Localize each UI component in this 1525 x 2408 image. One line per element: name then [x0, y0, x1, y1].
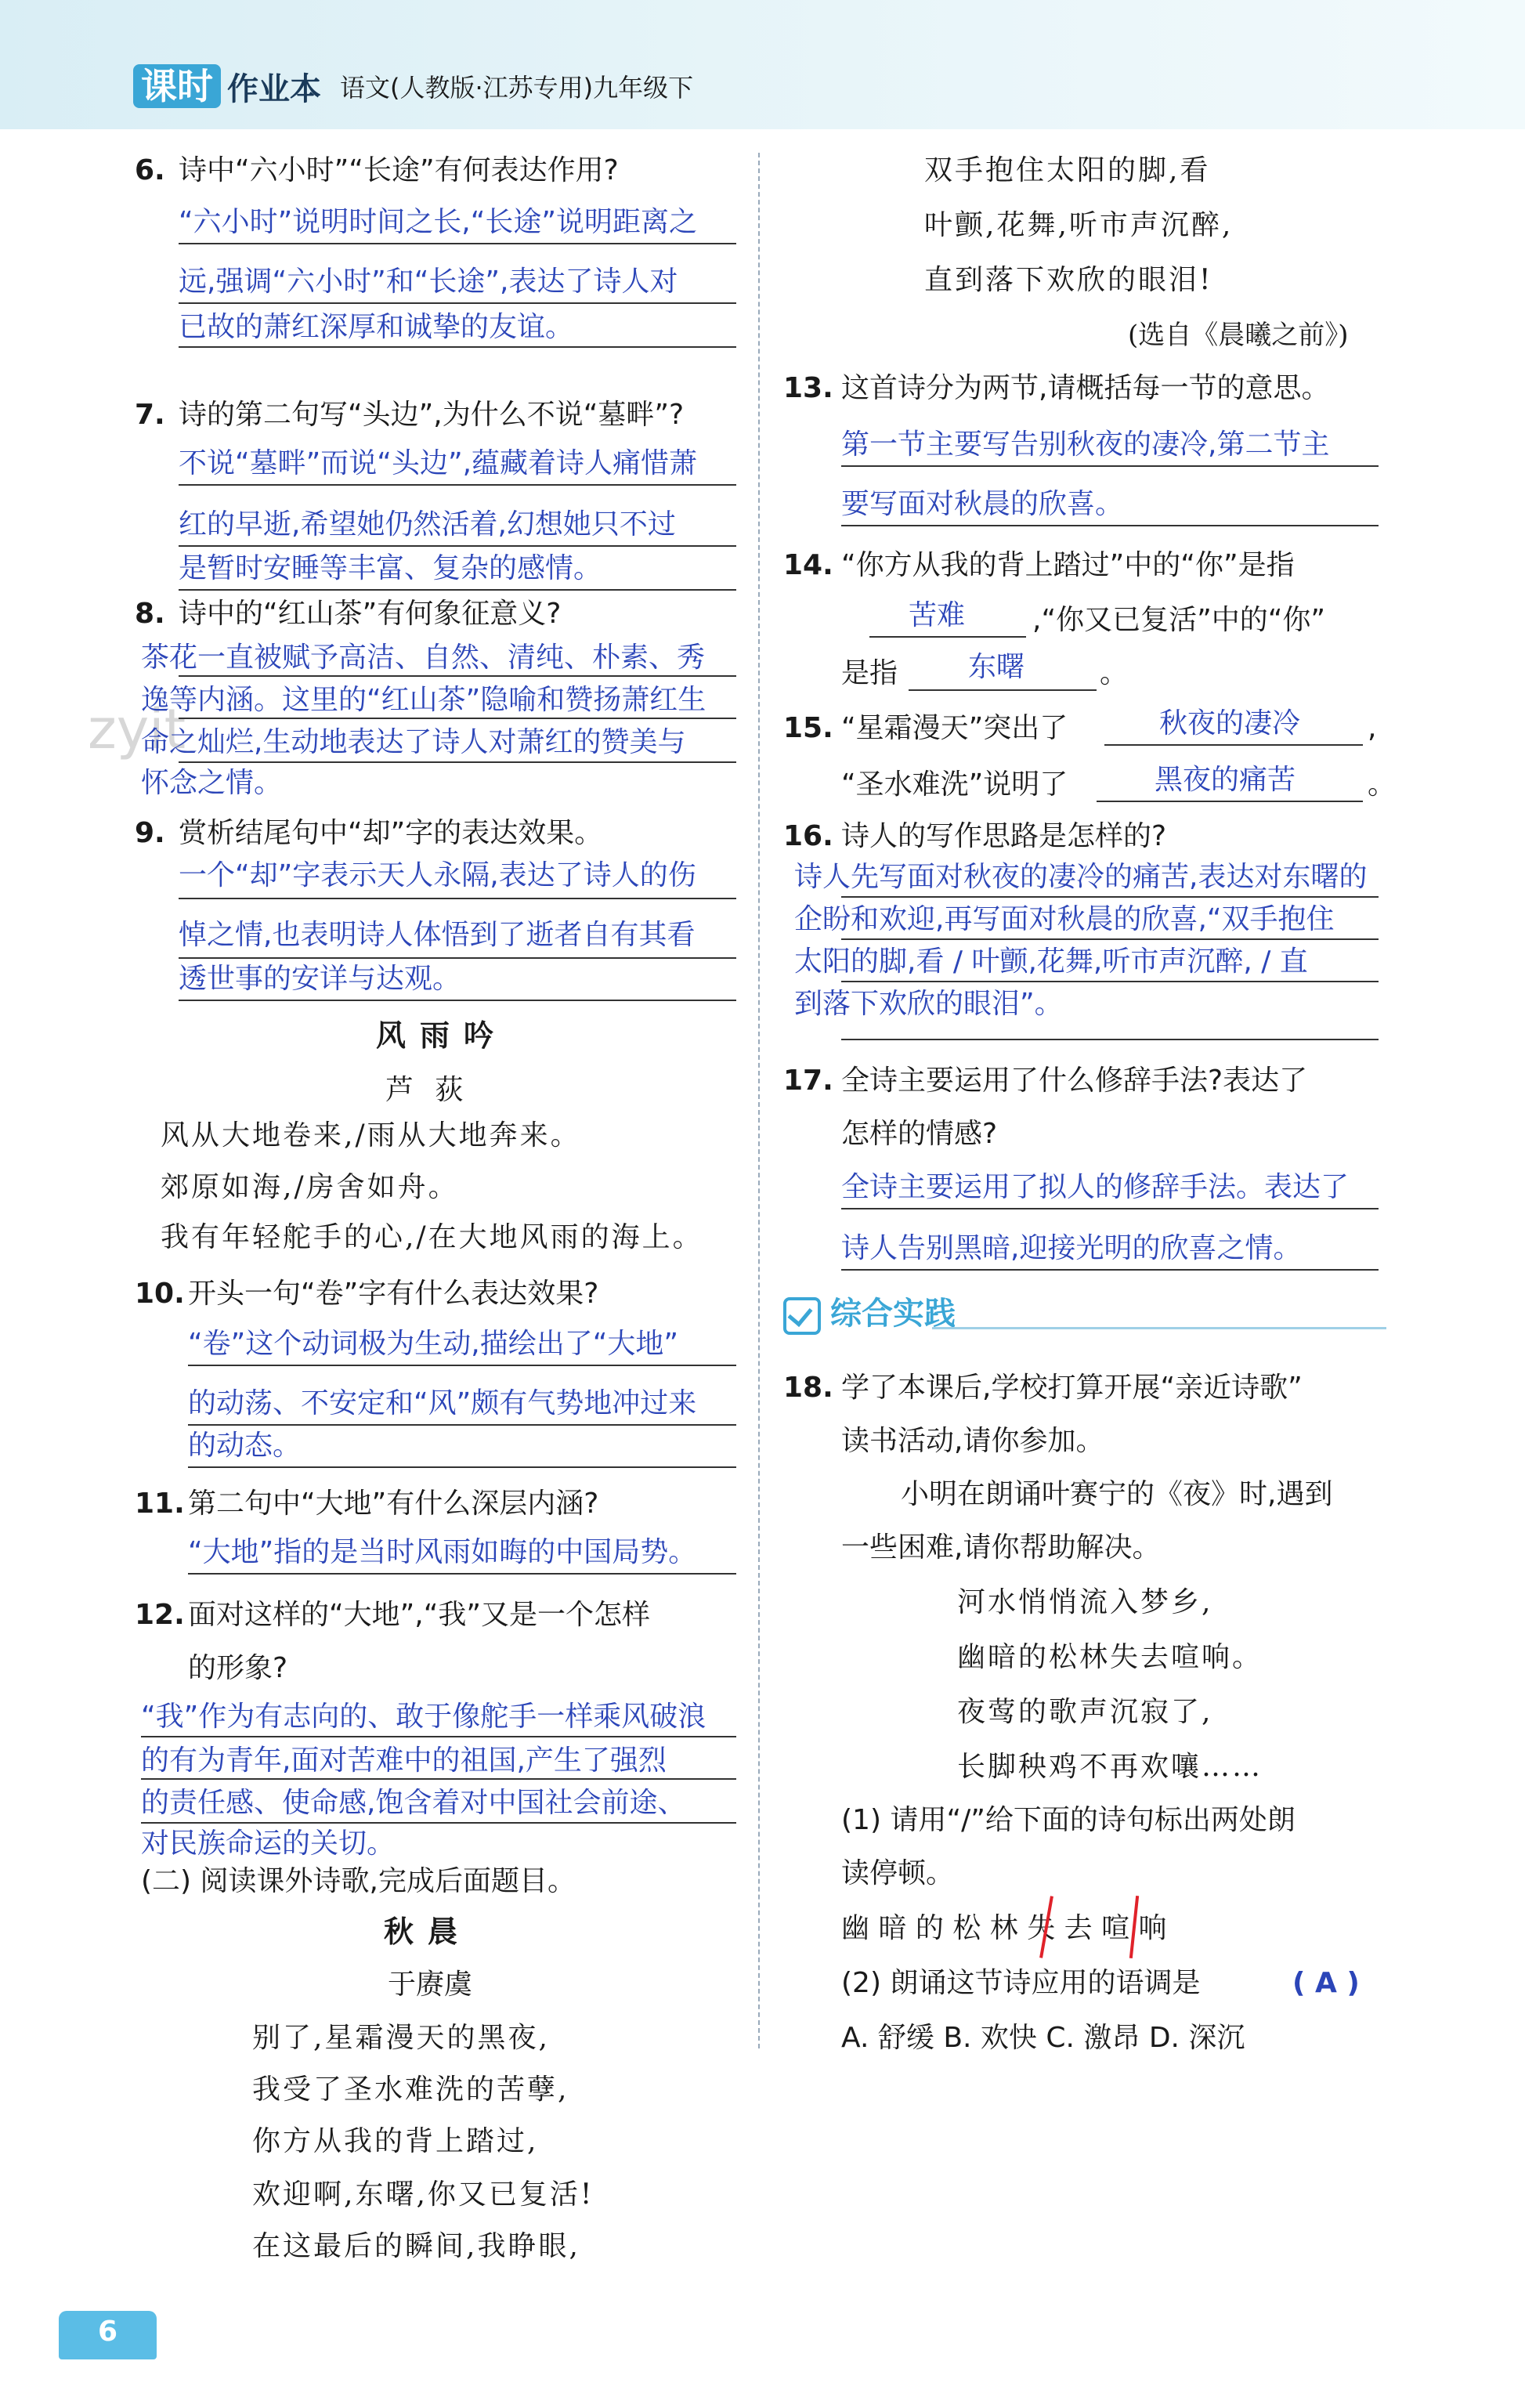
q13-answer-line: 要写面对秋晨的欣喜。	[841, 488, 1124, 520]
q12-answer-line: 对民族命运的关切。	[141, 1828, 396, 1860]
q9-number: 9.	[135, 817, 165, 849]
q18-text: 读书活动,请你参加。	[841, 1425, 1104, 1457]
q18-sub1: 读停顿。	[841, 1857, 955, 1889]
q16-text: 诗人的写作思路是怎样的?	[841, 820, 1167, 852]
answer-line	[841, 1208, 1379, 1209]
answer-line	[179, 243, 736, 244]
q17-answer-line: 全诗主要运用了拟人的修辞手法。表达了	[841, 1171, 1350, 1203]
answer-line	[841, 1269, 1379, 1271]
q18-poem-line: 长脚秧鸡不再欢嚷……	[957, 1751, 1263, 1783]
q13-answer-line: 第一节主要写告别秋夜的凄冷,第二节主	[841, 428, 1330, 461]
q14-text: 。	[1100, 657, 1129, 689]
q12-answer-line: 的责任感、使命感,饱含着对中国社会前途、	[141, 1787, 686, 1819]
answer-line	[141, 1736, 736, 1737]
q6-number: 6.	[135, 154, 165, 186]
poem2-line: 双手抱住太阳的脚,看	[924, 154, 1211, 186]
answer-line	[841, 981, 1379, 982]
answer-line	[179, 957, 736, 959]
part2-instruction: (二) 阅读课外诗歌,完成后面题目。	[141, 1865, 576, 1897]
q17-text: 全诗主要运用了什么修辞手法?表达了	[841, 1065, 1308, 1097]
section-title: 综合实践	[830, 1296, 956, 1332]
checkbox-icon	[783, 1297, 821, 1335]
q10-answer-line: 的动态。	[188, 1430, 302, 1462]
watermark: zyit	[88, 697, 186, 761]
q18-intro: 一些困难,请你帮助解决。	[841, 1531, 1161, 1564]
poem2-line: 叶颤,花舞,听市声沉醉,	[924, 209, 1234, 241]
fill-blank-line	[869, 636, 1026, 638]
answer-line	[841, 896, 1379, 898]
q8-answer-line: 怀念之情。	[141, 767, 283, 799]
brand-logo: 课时	[133, 64, 221, 108]
answer-line	[179, 675, 736, 677]
poem2-line: 在这最后的瞬间,我睁眼,	[252, 2230, 580, 2262]
poem1-author: 芦 荻	[385, 1074, 470, 1106]
poem2-line: 别了,星霜漫天的黑夜,	[252, 2022, 550, 2054]
q11-answer-line: “大地”指的是当时风雨如晦的中国局势。	[188, 1536, 697, 1568]
poem1-line: 风从大地卷来,/雨从大地奔来。	[161, 1119, 581, 1152]
q6-answer-line: 已故的萧红深厚和诚挚的友谊。	[179, 311, 574, 343]
page-header	[0, 0, 1525, 129]
q11-text: 第二句中“大地”有什么深层内涵?	[188, 1488, 599, 1520]
q10-answer-line: 的动荡、不安定和“风”颇有气势地冲过来	[188, 1387, 697, 1419]
q14-text: 是指	[841, 657, 898, 689]
q15-number: 15.	[783, 712, 833, 744]
q18-marked-line: 幽 暗 的 松 林 失 去 喧 响	[841, 1912, 1167, 1944]
q6-text: 诗中“六小时”“长途”有何表达作用?	[179, 154, 619, 186]
q7-answer-line: 是暂时安睡等丰富、复杂的感情。	[179, 552, 602, 584]
q17-text: 怎样的情感?	[841, 1118, 998, 1150]
q18-sub2: (2) 朗诵这节诗应用的语调是	[841, 1967, 1201, 1999]
q15-text: “圣水难洗”说明了	[841, 768, 1068, 801]
q18-number: 18.	[783, 1372, 833, 1404]
q18-poem-line: 河水悄悄流入梦乡,	[957, 1586, 1213, 1618]
q8-text: 诗中的“红山茶”有何象征意义?	[179, 598, 562, 630]
answer-line	[188, 1365, 736, 1366]
q15-text: “星霜漫天”突出了	[841, 712, 1068, 744]
answer-line	[179, 302, 736, 304]
q18-poem-line: 夜莺的歌声沉寂了,	[957, 1696, 1213, 1728]
q18-intro: 小明在朗诵叶赛宁的《夜》时,遇到	[901, 1478, 1333, 1510]
q15-text: ,	[1368, 712, 1377, 744]
poem1-line: 郊原如海,/房舍如舟。	[161, 1171, 459, 1203]
q11-number: 11.	[135, 1488, 185, 1520]
answer-line	[141, 1778, 736, 1780]
q7-text: 诗的第二句写“头边”,为什么不说“墓畔”?	[179, 399, 685, 431]
q16-number: 16.	[783, 820, 833, 852]
q14-blank1-answer: 苦难	[909, 599, 966, 631]
q18-options: A. 舒缓 B. 欢快 C. 激昂 D. 深沉	[841, 2022, 1245, 2054]
q14-number: 14.	[783, 549, 833, 581]
answer-line	[841, 465, 1379, 467]
q8-number: 8.	[135, 598, 165, 630]
q16-answer-line: 太阳的脚,看 / 叶颤,花舞,听市声沉醉, / 直	[794, 945, 1308, 978]
answer-line	[179, 898, 736, 899]
q12-text: 面对这样的“大地”,“我”又是一个怎样	[188, 1599, 651, 1631]
page-number-badge	[59, 2311, 157, 2359]
brand-name: 作业本	[227, 71, 321, 107]
q18-poem-line: 幽暗的松林失去喧响。	[957, 1641, 1263, 1673]
section-header	[783, 1293, 1386, 1340]
q9-answer-line: 悼之情,也表明诗人体悟到了逝者自有其看	[179, 919, 696, 951]
q14-text: “你方从我的背上踏过”中的“你”是指	[841, 549, 1295, 581]
q10-answer-line: “卷”这个动词极为生动,描绘出了“大地”	[188, 1328, 679, 1360]
q18-text: 学了本课后,学校打算开展“亲近诗歌”	[841, 1372, 1303, 1404]
answer-line	[841, 938, 1379, 940]
answer-line	[179, 484, 736, 486]
poem1-title: 风雨吟	[376, 1018, 508, 1053]
q6-answer-line: 远,强调“六小时”和“长途”,表达了诗人对	[179, 266, 678, 298]
q7-answer-line: 不说“墓畔”而说“头边”,蕴藏着诗人痛惜萧	[179, 447, 698, 479]
q9-answer-line: 一个“却”字表示天人永隔,表达了诗人的伤	[179, 859, 696, 891]
poem2-line: 我受了圣水难洗的苦孽,	[252, 2074, 569, 2106]
column-divider	[758, 153, 760, 2048]
fill-blank-line	[909, 689, 1097, 691]
q9-text: 赏析结尾句中“却”字的表达效果。	[179, 817, 603, 849]
q16-answer-line: 企盼和欢迎,再写面对秋晨的欣喜,“双手抱住	[794, 903, 1335, 935]
poem2-line: 你方从我的背上踏过,	[252, 2125, 539, 2157]
answer-line	[179, 545, 736, 547]
q10-number: 10.	[135, 1278, 185, 1310]
poem2-line: 直到落下欢欣的眼泪!	[924, 264, 1213, 296]
answer-line	[179, 718, 736, 719]
q18-sub2-answer: ( A )	[1292, 1967, 1360, 1999]
q14-text: ,“你又已复活”中的“你”	[1032, 604, 1326, 636]
fill-blank-line	[1097, 801, 1363, 802]
page-number: 6	[97, 2316, 118, 2348]
poem-source: (选自《晨曦之前》)	[1128, 320, 1349, 351]
q6-answer-line: “六小时”说明时间之长,“长途”说明距离之	[179, 206, 698, 238]
q16-answer-line: 诗人先写面对秋夜的凄冷的痛苦,表达对东曙的	[794, 861, 1368, 893]
poem2-line: 欢迎啊,东曙,你又已复活!	[252, 2178, 594, 2211]
answer-line	[179, 346, 736, 348]
q16-answer-line: 到落下欢欣的眼泪”。	[794, 988, 1063, 1020]
answer-line	[841, 1039, 1379, 1040]
q10-text: 开头一句“卷”字有什么表达效果?	[188, 1278, 599, 1310]
answer-line	[179, 589, 736, 591]
q17-number: 17.	[783, 1065, 833, 1097]
q14-blank2-answer: 东曙	[968, 651, 1025, 683]
q12-number: 12.	[135, 1599, 185, 1631]
q8-answer-line: 命之灿烂,生动地表达了诗人对萧红的赞美与	[141, 726, 686, 758]
q17-answer-line: 诗人告别黑暗,迎接光明的欣喜之情。	[841, 1232, 1302, 1264]
answer-line	[188, 1573, 736, 1575]
brand	[133, 64, 693, 108]
poem2-title: 秋晨	[384, 1914, 472, 1949]
q18-sub1: (1) 请用“/”给下面的诗句标出两处朗	[841, 1804, 1296, 1836]
fill-blank-line	[1104, 744, 1363, 746]
q12-answer-line: 的有为青年,面对苦难中的祖国,产生了强烈	[141, 1745, 667, 1777]
q12-answer-line: “我”作为有志向的、敢于像舵手一样乘风破浪	[141, 1701, 706, 1733]
q7-number: 7.	[135, 399, 165, 431]
poem2-author: 于赓虞	[388, 1969, 473, 2001]
q15-text: 。	[1368, 768, 1397, 801]
answer-line	[179, 761, 736, 763]
q13-number: 13.	[783, 372, 833, 404]
q13-text: 这首诗分为两节,请概括每一节的意思。	[841, 372, 1330, 404]
q15-blank1-answer: 秋夜的凄冷	[1159, 707, 1301, 739]
answer-line	[141, 1822, 736, 1824]
poem1-line: 我有年轻舵手的心,/在大地风雨的海上。	[161, 1221, 703, 1253]
q15-blank2-answer: 黑夜的痛苦	[1155, 764, 1296, 796]
answer-line	[179, 1000, 736, 1001]
subject-title: 语文(人教版·江苏专用)九年级下	[340, 73, 694, 103]
answer-line	[188, 1424, 736, 1426]
q12-text: 的形象?	[188, 1652, 288, 1684]
section-underline	[932, 1327, 1386, 1329]
q8-answer-line: 茶花一直被赋予高洁、自然、清纯、朴素、秀	[141, 642, 706, 674]
answer-line	[188, 1466, 736, 1468]
q8-answer-line: 逸等内涵。这里的“红山茶”隐喻和赞扬萧红生	[141, 684, 706, 716]
q7-answer-line: 红的早逝,希望她仍然活着,幻想她只不过	[179, 508, 676, 541]
answer-line	[841, 525, 1379, 526]
q9-answer-line: 透世事的安详与达观。	[179, 963, 461, 995]
